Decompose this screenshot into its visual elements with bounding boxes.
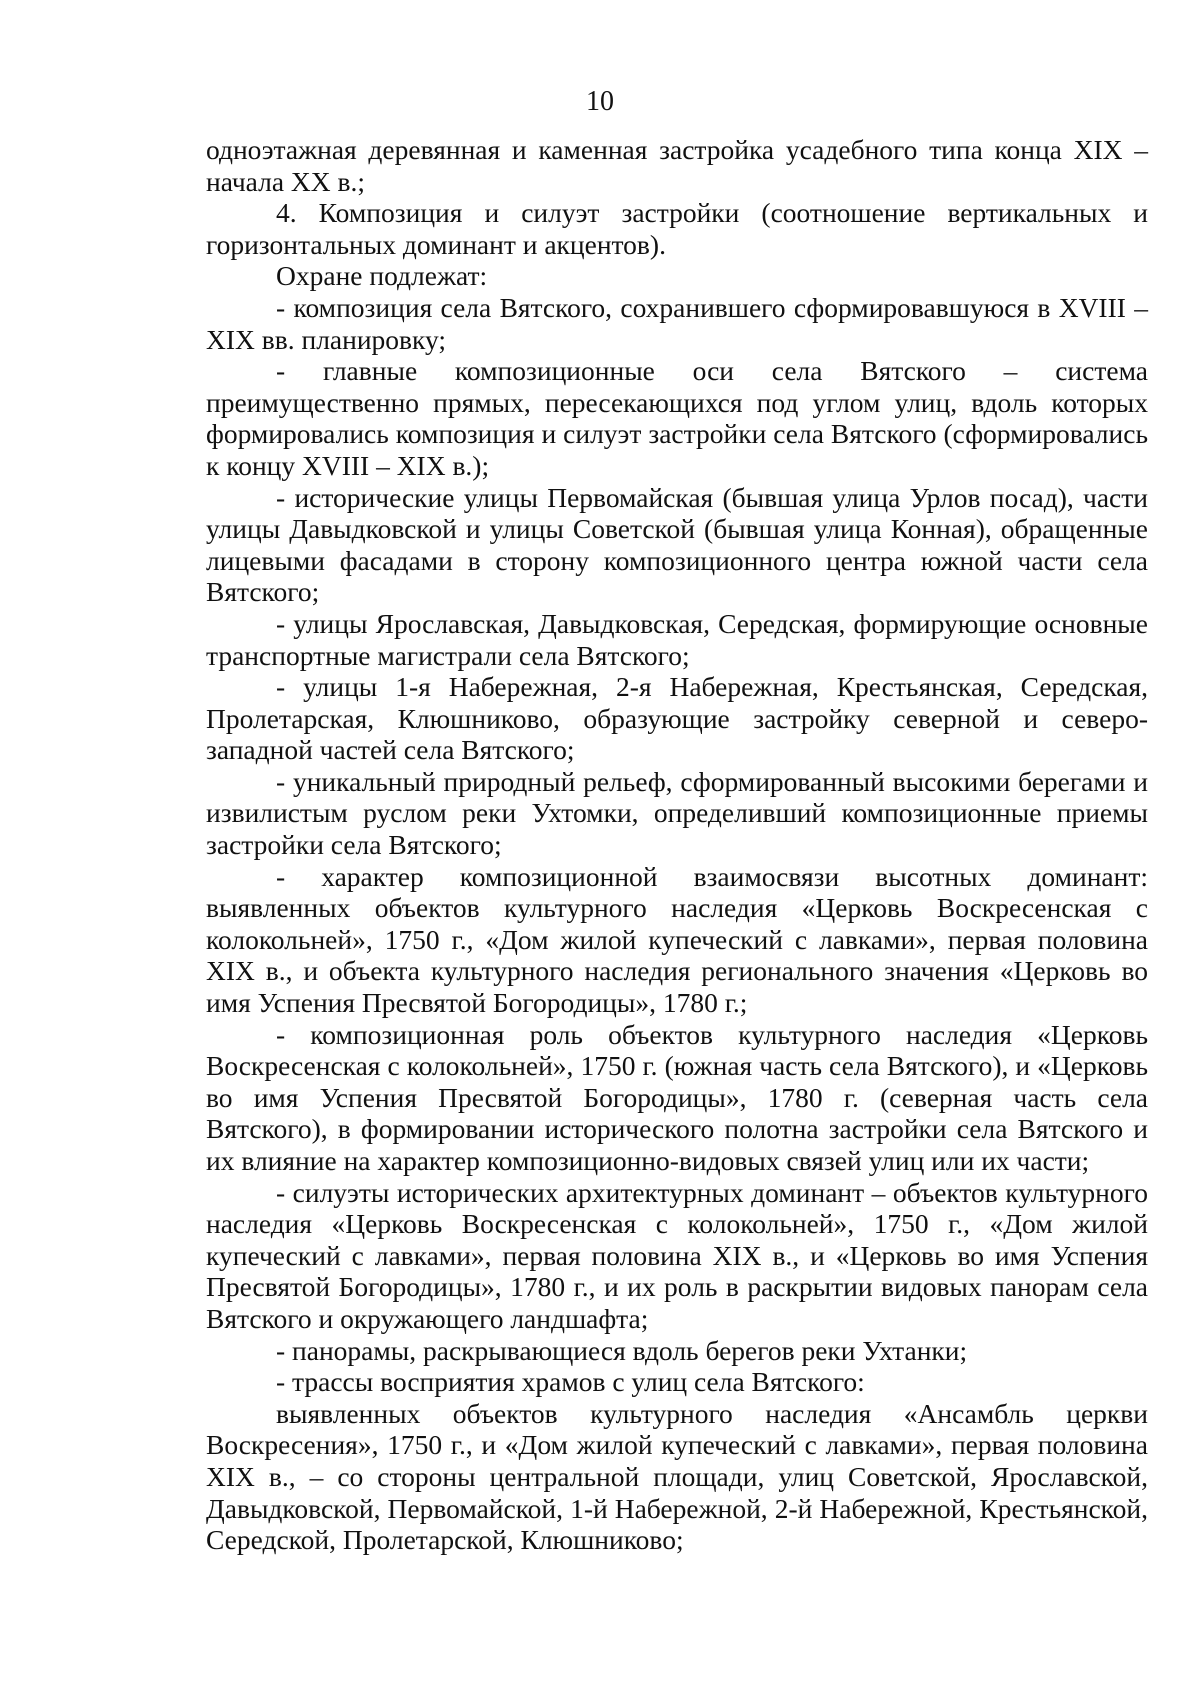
paragraph: - улицы 1-я Набережная, 2-я Набережная, Крестьянская, Середская, Пролетарская, Клюшниково, образующие застройку северной и северо-западной частей села Вятского; — [206, 671, 1148, 766]
paragraph: - главные композиционные оси села Вятского – система преимущественно прямых, пересекающихся под углом улиц, вдоль которых формировались композиция и силуэт застройки села Вятского (сформировались к концу XVIII – XIX в.); — [206, 355, 1148, 481]
paragraph: одноэтажная деревянная и каменная застройка усадебного типа конца XIX – начала XX в.; — [206, 134, 1148, 197]
paragraph: - исторические улицы Первомайская (бывшая улица Урлов посад), части улицы Давыдковской и улицы Советской (бывшая улица Конная), обращенные лицевыми фасадами в сторону композиционного центра южной части села Вятского; — [206, 481, 1148, 608]
paragraph: - панорамы, раскрывающиеся вдоль берегов реки Ухтанки; — [276, 1334, 968, 1366]
paragraph: - трассы восприятия храмов с улиц села Вятского: — [276, 1366, 865, 1398]
document-body — [206, 134, 1148, 1556]
paragraph: - уникальный природный рельеф, сформированный высокими берегами и извилистым руслом реки Ухтомки, определивший композиционные приемы застройки села Вятского; — [206, 765, 1148, 861]
paragraph: Охране подлежат: — [276, 260, 488, 292]
paragraph: - композиционная роль объектов культурного наследия «Церковь Воскресенская с колокольней», 1750 г. (южная часть села Вятского), и «Церковь во имя Успения Пресвятой Богородицы», 1780 г. (северная часть села Вятского), в формировании исторического полотна застройки села Вятского и их влияние на характер композиционно-видовых связей улиц или их части; — [206, 1018, 1148, 1176]
paragraph: - улицы Ярославская, Давыдковская, Середская, формирующие основные транспортные магистрали села Вятского; — [206, 607, 1148, 671]
paragraph: - композиция села Вятского, сохранившего сформировавшуюся в XVIII – XIX вв. планировку; — [206, 291, 1148, 355]
paragraph: - характер композиционной взаимосвязи высотных доминант: выявленных объектов культурного наследия «Церковь Воскресенская с колокольней», 1750 г., «Дом жилой купеческий с лавками», первая половина XIX в., и объекта культурного наследия регионального значения «Церковь во имя Успения Пресвятой Богородицы», 1780 г.; — [206, 860, 1148, 1019]
paragraph: выявленных объектов культурного наследия «Ансамбль церкви Воскресения», 1750 г., и «Дом жилой купеческий с лавками», первая половина XIX в., – со стороны центральной площади, улиц Советской, Ярославской, Давыдковской, Первомайской, 1-й Набережной, 2-й Набережной, Крестьянской, Середской, Пролетарской, Клюшниково; — [206, 1397, 1148, 1556]
page-number: 10 — [586, 86, 614, 117]
paragraph: 4. Композиция и силуэт застройки (соотношение вертикальных и горизонтальных доминант и акцентов). — [206, 197, 1148, 260]
paragraph: - силуэты исторических архитектурных доминант – объектов культурного наследия «Церковь Воскресенская с колокольней», 1750 г., «Дом жилой купеческий с лавками», первая половина XIX в., и «Церковь во имя Успения Пресвятой Богородицы», 1780 г., и их роль в раскрытии видовых панорам села Вятского и окружающего ландшафта; — [206, 1176, 1148, 1334]
